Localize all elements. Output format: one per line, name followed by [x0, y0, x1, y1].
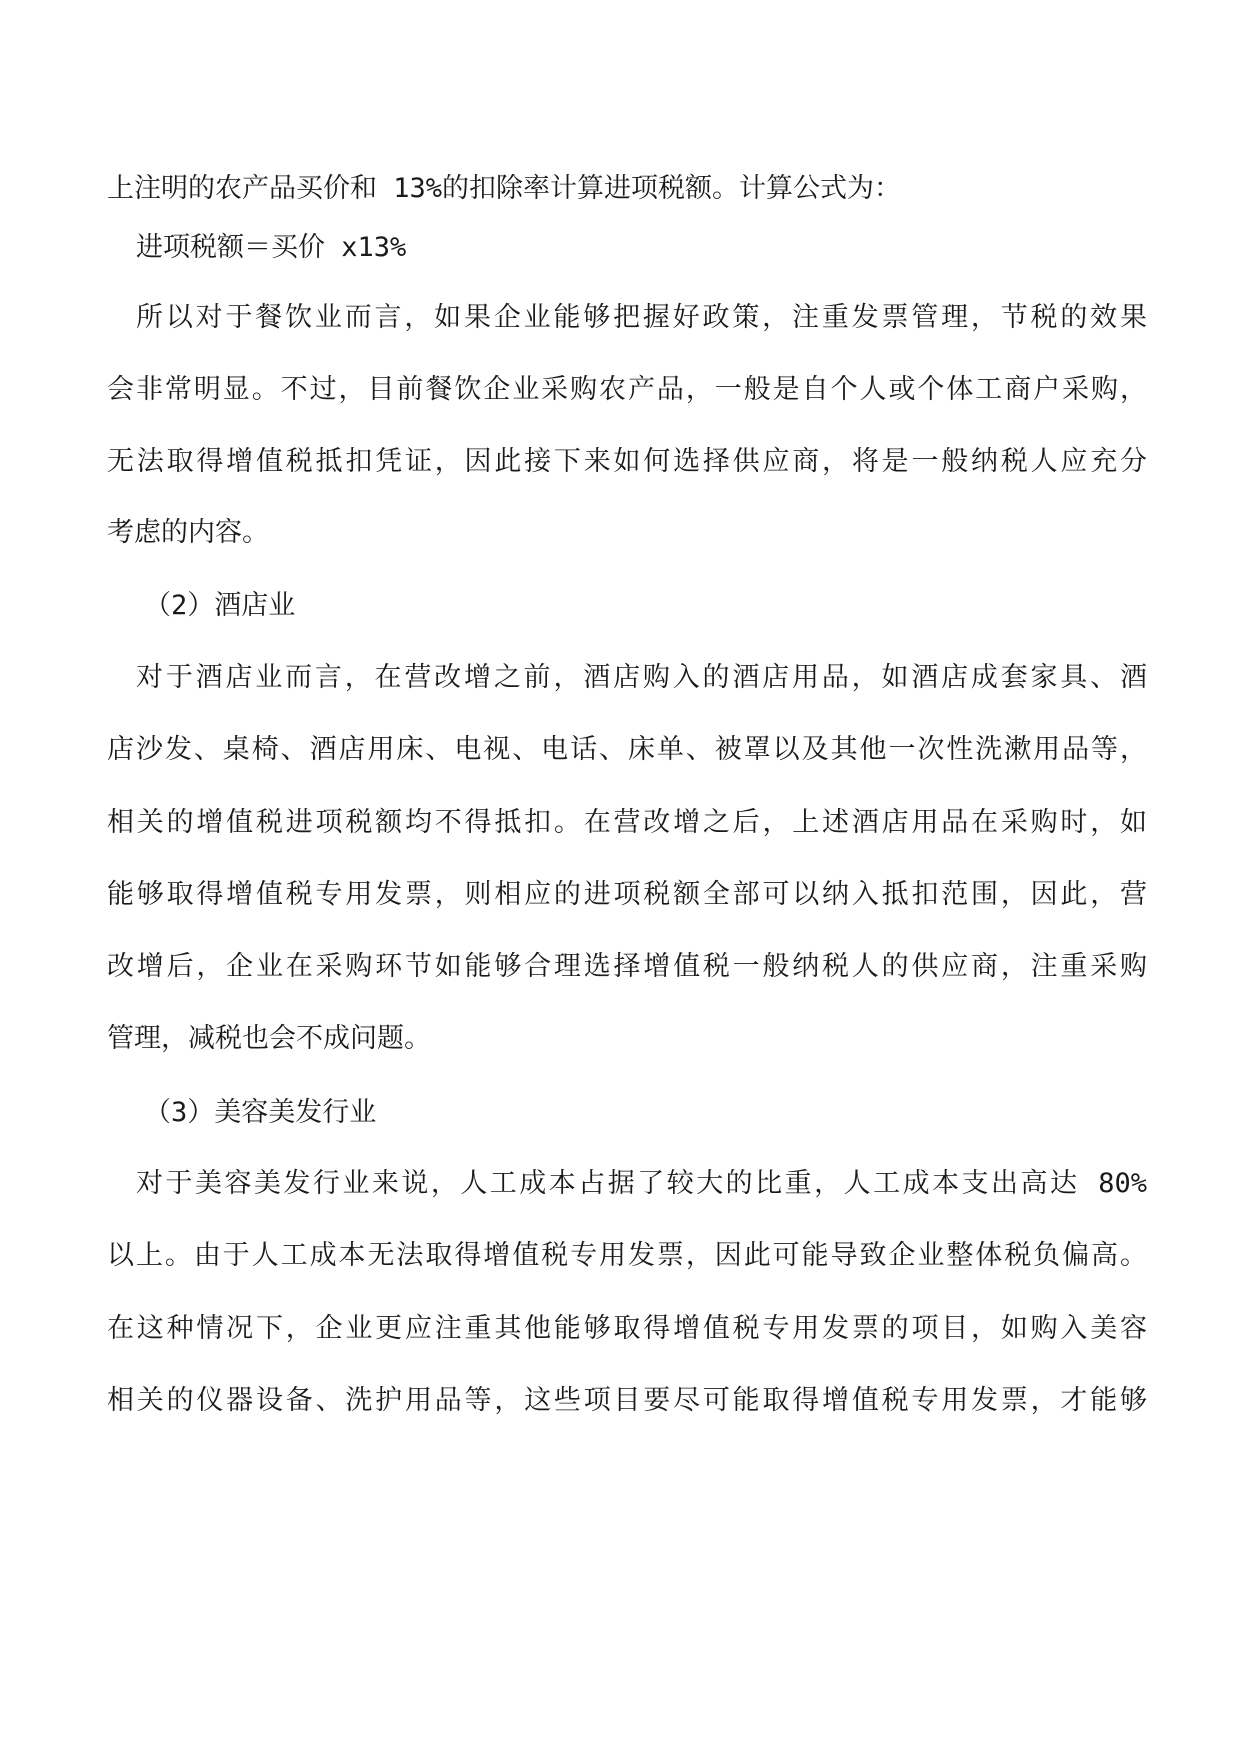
- paragraph-line: 相关的增值税进项税额均不得抵扣。在营改增之后，上述酒店用品在采购时，如: [107, 807, 1147, 838]
- paragraph-line: 店沙发、桌椅、酒店用床、电视、电话、床单、被罩以及其他一次性洗漱用品等，: [107, 734, 1147, 765]
- paragraph-line: 在这种情况下，企业更应注重其他能够取得增值税专用发票的项目，如购入美容: [107, 1313, 1147, 1344]
- formula-line: 进项税额＝买价 x13%: [136, 232, 407, 263]
- paragraph-line: 考虑的内容。: [107, 517, 269, 548]
- paragraph-line: 管理，减税也会不成问题。: [107, 1023, 431, 1054]
- paragraph-line: 相关的仪器设备、洗护用品等，这些项目要尽可能取得增值税专用发票，才能够: [107, 1385, 1147, 1416]
- paragraph-line: 对于酒店业而言，在营改增之前，酒店购入的酒店用品，如酒店成套家具、酒: [136, 662, 1147, 693]
- paragraph-line: 以上。由于人工成本无法取得增值税专用发票，因此可能导致企业整体税负偏高。: [107, 1240, 1147, 1271]
- section-heading-beauty: （3）美容美发行业: [144, 1097, 377, 1128]
- section-heading-hotel: （2）酒店业: [144, 590, 296, 621]
- paragraph-line: 能够取得增值税专用发票，则相应的进项税额全部可以纳入抵扣范围，因此，营: [107, 879, 1147, 910]
- paragraph-line: 改增后，企业在采购环节如能够合理选择增值税一般纳税人的供应商，注重采购: [107, 951, 1147, 982]
- paragraph-line: 对于美容美发行业来说，人工成本占据了较大的比重，人工成本支出高达 80%: [136, 1168, 1147, 1199]
- paragraph-line: 会非常明显。不过，目前餐饮企业采购农产品，一般是自个人或个体工商户采购，: [107, 374, 1147, 405]
- body-text-line: 上注明的农产品买价和 13%的扣除率计算进项税额。计算公式为：: [107, 173, 902, 204]
- paragraph-line: 无法取得增值税抵扣凭证，因此接下来如何选择供应商，将是一般纳税人应充分: [107, 446, 1147, 477]
- paragraph-line: 所以对于餐饮业而言，如果企业能够把握好政策，注重发票管理，节税的效果: [136, 302, 1147, 333]
